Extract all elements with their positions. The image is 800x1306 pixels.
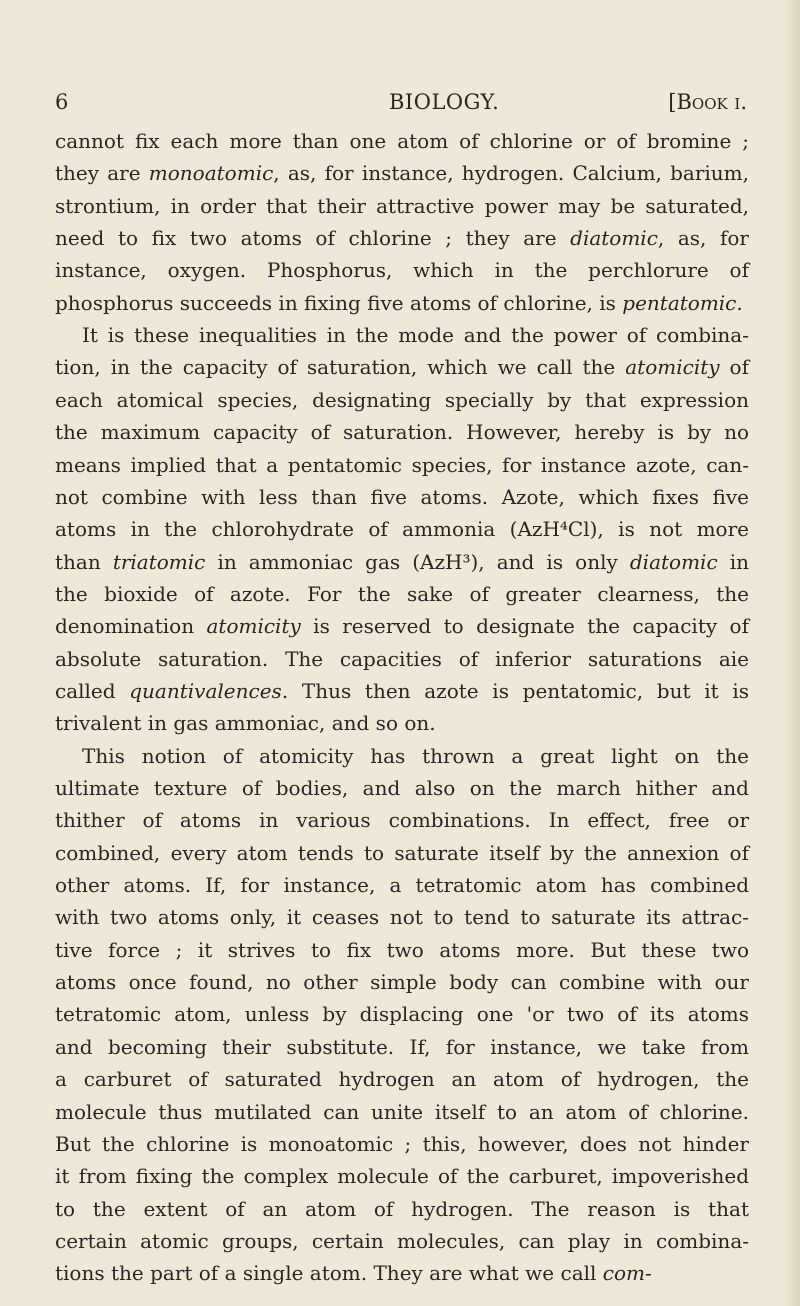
- text-line: [55, 1128, 749, 1160]
- text-line: [55, 384, 749, 416]
- text-run: strontium, in order that their attractive power may be saturated,: [55, 194, 749, 218]
- text-run: and becoming their substitute. If, for instance, we take from: [55, 1035, 749, 1059]
- text-run: ultimate texture of bodies, and also on the march hither and: [55, 776, 749, 800]
- text-run: in ammoniac gas (AzH³), and is only: [205, 550, 630, 574]
- text-run: atoms in the chlorohydrate of ammonia (AzH⁴Cl), is not more: [55, 517, 749, 541]
- text-line: [55, 1063, 749, 1095]
- text-line: [55, 901, 749, 933]
- text-run: This notion of atomicity has thrown a great light on the: [82, 744, 749, 768]
- text-line: [55, 578, 749, 610]
- text-line: [55, 157, 749, 189]
- text-run: it from fixing the complex molecule of the carburet, impoverished: [55, 1164, 749, 1188]
- text-line: [82, 319, 749, 351]
- text-run: the bioxide of azote. For the sake of greater clearness, the: [55, 582, 749, 606]
- text-run: is reserved to designate the capacity of: [300, 614, 749, 638]
- text-line: [55, 254, 749, 286]
- text-run: trivalent in gas ammoniac, and so on.: [55, 711, 436, 735]
- text-run: .: [736, 291, 743, 315]
- text-line: [55, 837, 749, 869]
- text-run: tions the part of a single atom. They are what we call: [55, 1261, 603, 1285]
- text-run: instance, oxygen. Phosphorus, which in the perchlorure of: [55, 258, 749, 282]
- text-line: [55, 546, 749, 578]
- italic-term: atomicity: [625, 355, 720, 379]
- text-run: than: [55, 550, 113, 574]
- italic-term: pentatomic: [622, 291, 737, 315]
- running-title: BIOLOGY.: [389, 90, 500, 114]
- text-run: combined, every atom tends to saturate itself by the annexion of: [55, 841, 749, 865]
- text-line: [55, 643, 749, 675]
- text-run: absolute saturation. The capacities of inferior saturations aie: [55, 647, 749, 671]
- text-line: [55, 610, 749, 642]
- italic-term: quantivalences: [129, 679, 282, 703]
- text-line: [82, 740, 749, 772]
- text-run: means implied that a pentatomic species, for instance azote, can-: [55, 453, 749, 477]
- italic-term: diatomic: [570, 226, 658, 250]
- text-run: But the chlorine is monoatomic ; this, however, does not hinder: [55, 1132, 749, 1156]
- text-line: [55, 966, 749, 998]
- text-run: phosphorus succeeds in fixing five atoms of chlorine, is: [55, 291, 623, 315]
- text-run: a carburet of saturated hydrogen an atom of hydrogen, the: [55, 1067, 749, 1091]
- text-run: molecule thus mutilated can unite itself to an atom of chlorine.: [55, 1100, 749, 1124]
- text-line: [55, 934, 749, 966]
- text-run: denomination: [55, 614, 207, 638]
- text-run: in: [717, 550, 749, 574]
- italic-term: com-: [602, 1261, 652, 1285]
- text-run: . Thus then azote is pentatomic, but it is: [281, 679, 749, 703]
- italic-term: atomicity: [206, 614, 301, 638]
- text-line: [55, 707, 749, 739]
- text-run: with two atoms only, it ceases not to tend to saturate its attrac-: [55, 905, 749, 929]
- text-line: [55, 449, 749, 481]
- text-line: [55, 1160, 749, 1192]
- text-run: , as, for: [657, 226, 749, 250]
- text-run: they are: [55, 161, 149, 185]
- text-line: [55, 481, 749, 513]
- text-run: It is these inequalities in the mode and the power of combina-: [82, 323, 749, 347]
- text-run: the maximum capacity of saturation. However, hereby is by no: [55, 420, 749, 444]
- text-line: [55, 1031, 749, 1063]
- text-line: [55, 804, 749, 836]
- text-line: [55, 772, 749, 804]
- text-run: other atoms. If, for instance, a tetratomic atom has combined: [55, 873, 749, 897]
- text-line: [55, 351, 749, 383]
- text-run: not combine with less than five atoms. Azote, which fixes five: [55, 485, 749, 509]
- text-line: [55, 287, 749, 319]
- text-run: called: [55, 679, 130, 703]
- italic-term: triatomic: [112, 550, 206, 574]
- text-line: [55, 1096, 749, 1128]
- text-line: [55, 222, 749, 254]
- page-number: 6: [55, 90, 69, 114]
- text-run: thither of atoms in various combinations. In effect, free or: [55, 808, 749, 832]
- text-line: [55, 1225, 749, 1257]
- text-line: [55, 416, 749, 448]
- text-run: tetratomic atom, unless by displacing one 'or two of its atoms: [55, 1002, 749, 1026]
- text-run: certain atomic groups, certain molecules, can play in combina-: [55, 1229, 749, 1253]
- text-line: [55, 513, 749, 545]
- text-line: [55, 998, 749, 1030]
- text-run: cannot fix each more than one atom of chlorine or of bromine ;: [55, 129, 749, 153]
- text-line: [55, 1257, 749, 1289]
- text-run: of: [719, 355, 749, 379]
- text-line: [55, 1193, 749, 1225]
- text-line: [55, 125, 749, 157]
- text-line: [55, 190, 749, 222]
- text-run: to the extent of an atom of hydrogen. The reason is that: [55, 1197, 749, 1221]
- text-run: atoms once found, no other simple body can combine with our: [55, 970, 749, 994]
- italic-term: diatomic: [629, 550, 718, 574]
- text-run: need to fix two atoms of chlorine ; they are: [55, 226, 571, 250]
- book-reference: [Book i.: [668, 90, 747, 114]
- text-run: tion, in the capacity of saturation, which we call the: [55, 355, 626, 379]
- italic-term: monoatomic: [148, 161, 274, 185]
- text-run: each atomical species, designating specially by that expression: [55, 388, 749, 412]
- text-run: , as, for instance, hydrogen. Calcium, barium,: [273, 161, 749, 185]
- text-line: [55, 675, 749, 707]
- text-run: tive force ; it strives to fix two atoms more. But these two: [55, 938, 749, 962]
- text-line: [55, 869, 749, 901]
